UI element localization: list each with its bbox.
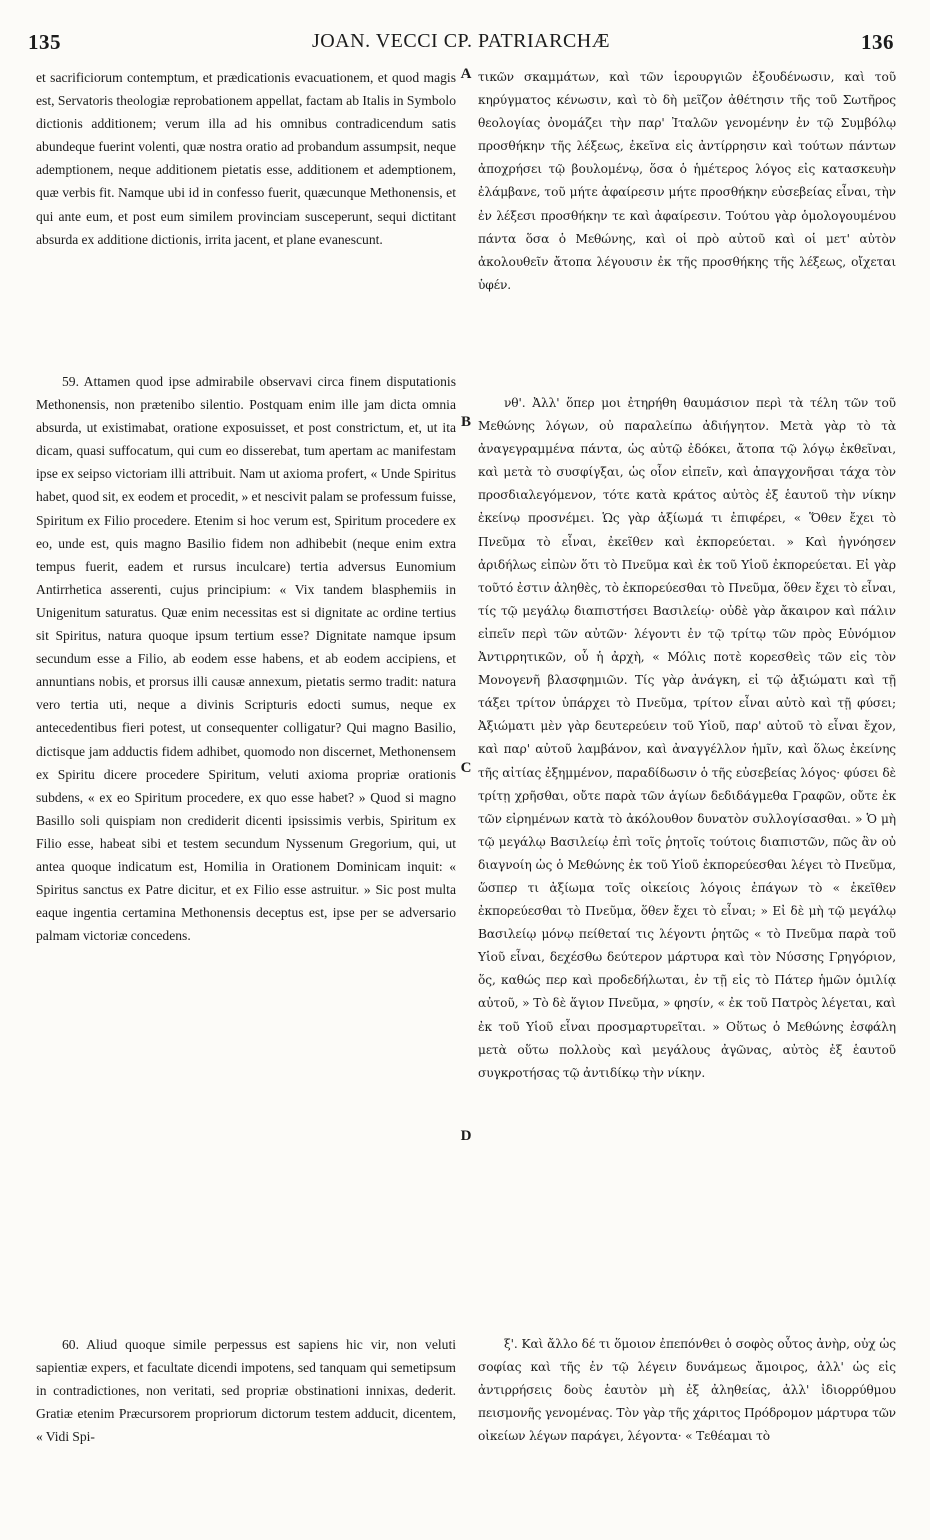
latin-paragraph-59: [36, 370, 456, 947]
margin-marker-b: B: [460, 414, 471, 430]
latin-text: et sacrificiorum contemptum, et prædicationis evacuationem, et quod magis est, Servatoris theologiæ reprobationem appellat, factam ab Italis in Symbolo dictionis additionem; verum illa ad his omnibus contradicendum satis abundeque fuerint volenti, quæ nostra oratio ad probandum assumpsit, neque ademptionem, neque additionem pietatis esse, additionem et ademptionem, quæ verbis fit. Namque ubi id in confesso fuerit, quæcunque Methonensis, et qui ante eum, et post eum similem provinciam susceperunt, sequi dictitant absurda ex additione dictionis, irrita jacent, et plane evanescunt.: [36, 70, 456, 247]
latin-text: 59. Attamen quod ipse admirabile observavi circa finem disputationis Methonensis, non prætenibo silentio. Postquam enim ille jam dicta omnia absurda, ut existimabat, oratione exposuisset, et post constrictum, et, ut ita dicam, quasi suffocatum, qui cum eo disserebat, tum apertam ac manifestam ipse ex seipso victoriam illi attribuit. Nam ut axioma profert, « Unde Spiritus habet, quod sit, ex eodem et procedit, » et nescivit palam se professum fuisse, Spiritum ex Filio procedere. Etenim si hoc verum est, Spiritum procedere ex eo, unde est, quis magno Basilio fidem non adhibebit (neque enim extra tempus fuerit, eadem et rursus inculcare) tertia adversus Eunomium Antirrhetica asserenti, cujus principium: « Vix tandem blasphemiis in Unigenitum saturatus. Quæ enim necessitas est si dignitate ac ordine tertius sit Spiritus, natura quoque ipsum tertium esse? Dignitate namque ipsum secundum esse a Filio, ab eodem esse habens, et ab eodem accipiens, et annuntians nobis, et prorsus illi causæ annexum, pietatis sermo tradit: natura vero tertia uti, neque a divinis Scripturis edocti sumus, neque ex antecedentibus fieri potest, ut consequenter colligatur? Qui magno Basilio, dictisque jam adductis fidem adhibet, quomodo non discernet, Methonensem ex Spiritu dicere procedere Spiritum, veluti axioma propriæ orationis subdens, « ex eo Spiritum procedere, ex quo esse habet? » Quod si magno Basillo soli quispiam non crediderit dicenti ipsissimis verbis, Spiritum ex Filio esse, habeat sibi et testem secundum Nyssenum Gregorium, qui, ut antea quoque indicatum est, Homilia in Orationem Dominicam inquit: « Spiritus sanctus ex Patre dicitur, et ex Filio esse astruitur. » Sic post multa eaque ingentia certamina Methonensis deceptus est, ipse per se adversario palmam victoriæ concedens.: [36, 374, 456, 944]
margin-marker-a: A: [460, 66, 472, 82]
greek-paragraph-continuation: [478, 66, 896, 297]
greek-text: ξ'. Καὶ ἄλλο δέ τι ὅμοιον ἐπεπόνθει ὁ σοφὸς οὗτος ἀνὴρ, οὐχ ὡς σοφίας καὶ τῆς ἐν τῷ λέγειν δυνάμεως ἄμοιρος, ἀλλ' ὡς εἰς ἀντιρρήσεις δοὺς ἑαυτὸν μὴ ἐξ ἀληθείας, ἀλλ' ἰδιορρύθμου πεισμονῆς γενομένας. Τὸν γὰρ τῆς χάριτος Πρόδρομον μάρτυρα τῶν οἰκείων λέγων παράγει, λέγοντα· « Τεθέαμαι τὸ: [478, 1337, 896, 1444]
latin-paragraph-continuation: [36, 66, 456, 251]
latin-paragraph-60: [36, 1333, 456, 1448]
greek-text: τικῶν σκαμμάτων, καὶ τῶν ἱερουργιῶν ἐξουδένωσιν, καὶ τοῦ κηρύγματος κένωσιν, καὶ τὸ δὴ μεῖζον ἀθέτησιν τῆς τοῦ Σωτῆρος θεολογίας ὀνομάζει τὴν παρ' Ἰταλῶν γενομένην ἐν τῷ Συμβόλῳ προσθήκην τῆς λέξεως, ἐκεῖνα εἰς ἀντίρρησιν καὶ τούτων πάντων ἀποχρήσει τῷ βουλομένῳ, ὅσα ὁ ἡμέτερος λόγος εἰς κατασκευὴν ἐλάμβανε, τοῦ μήτε ἀφαίρεσιν μήτε προσθήκην εὐσεβείας εἶναι, τὴν ἐν λέξεσι προσθήκην τε καὶ ἀφαίρεσιν. Τούτου γὰρ ὁμολογουμένου πάντα ὅσα ὁ Μεθώνης, καὶ οἱ πρὸ αὐτοῦ καὶ οἱ μετ' αὐτὸν ἀκολουθεῖν ἄτοπα λέγουσιν ἐκ τῆς προσθήκης τῆς λέξεως, οἴχεται ὑφέν.: [478, 70, 896, 292]
page-number-right: 136: [861, 30, 894, 54]
greek-paragraph-60: [478, 1333, 896, 1448]
greek-paragraph-59: [478, 392, 896, 1085]
latin-text: 60. Aliud quoque simile perpessus est sapiens hic vir, non veluti sapientiæ expers, et facultate dicendi impotens, sed tanquam qui semetipsum in contradictiones, non veritati, sed propriæ obstinationi innixas, dederit. Gratiæ etenim Præcursorem propriorum dictorum testem adducit, dicentem, « Vidi Spi-: [36, 1337, 456, 1445]
margin-marker-d: D: [460, 1128, 472, 1144]
margin-marker-c: C: [460, 760, 472, 776]
greek-text: νθ'. Ἀλλ' ὅπερ μοι ἐτηρήθη θαυμάσιον περὶ τὰ τέλη τῶν τοῦ Μεθώνης λόγων, οὐ παραλείπω ἀδιήγητον. Μετὰ γὰρ τὸ τὰ ἀναγεγραμμένα πάντα, ὡς αὐτῷ ἐδόκει, ἄτοπα τῷ λόγῳ ἐκθεῖναι, καὶ μετὰ τὸ συσφίγξαι, ὡς οἷον εἰπεῖν, καὶ ἀπαγχονῆσαι τάχα τὸν προσδιαλεγόμενον, τότε κατὰ κράτος αὐτὸς ἐξ ἑαυτοῦ τὴν νίκην ἐκείνῳ προσνέμει. Ὡς γὰρ ἀξίωμά τι ἐπιφέρει, « Ὅθεν ἔχει τὸ Πνεῦμα τὸ εἶναι, ἐκεῖθεν καὶ ἐκπορεύεται. » Καὶ ἠγνόησεν ἀριδήλως εἰπὼν ὅτι τὸ Πνεῦμα καὶ ἐκ τοῦ Υἱοῦ ἐκπορεύεται. Εἰ γὰρ τοῦτό ἐστιν ἀληθὲς, τὸ ἐκπορεύεσθαι τὸ Πνεῦμα, ὅθεν ἔχει τὸ εἶναι, τίς τῷ μεγάλῳ διαπιστήσει Βασιλείῳ· οὐδὲ γὰρ ἄκαιρον καὶ πάλιν εἰπεῖν περὶ τῶν αὐτῶν· λέγοντι ἐν τῷ τρίτῳ τῶν πρὸς Εὐνόμιον Ἀντιρρητικῶν, οὗ ἡ ἀρχὴ, « Μόλις ποτὲ κορεσθεὶς τῶν εἰς τὸν Μονογενῆ βλασφημιῶν. Τίς γὰρ ἀνάγκη, εἰ τῷ ἀξιώματι καὶ τῇ τάξει τρίτον ὑπάρχει τὸ Πνεῦμα, τρίτον εἶναι αὐτὸ καὶ τῇ φύσει; Ἀξιώματι μὲν γὰρ δευτερεύειν τοῦ Υἱοῦ, παρ' αὐτοῦ τὸ εἶναι ἔχον, καὶ παρ' αὐτοῦ λαμβάνον, καὶ ἀναγγέλλον ἡμῖν, καὶ ὅλως ἐκείνης τῆς αἰτίας ἐξημμένον, παραδίδωσιν ὁ τῆς εὐσεβείας λόγος· φύσει δὲ τρίτῃ χρῆσθαι, οὔτε παρὰ τῶν ἁγίων δεδιδάγμεθα Γραφῶν, οὔτε ἐκ τῶν εἰρημένων κατὰ τὸ ἀκόλουθον δυνατὸν συλλογίσασθαι. » Ὁ μὴ τῷ μεγάλῳ Βασιλείῳ ἐπὶ τοῖς ῥητοῖς τούτοις διαπιστῶν, πῶς ἂν οὐ διαγνοίη ὡς ὁ Μεθώνης ἐκ τοῦ Υἱοῦ ἐκπορεύεσθαι λέγει τὸ Πνεῦμα, ὥσπερ τι ἀξίωμα τοῖς οἰκείοις λόγοις ἐπάγων τὸ « ἐκεῖθεν ἐκπορεύεσθαι τὸ Πνεῦμα, ὅθεν ἔχει τὸ εἶναι; » Εἰ δὲ μὴ τῷ μεγάλῳ Βασιλείῳ μόνῳ πείθεταί τις λέγοντι ῥητῶς « τὸ Πνεῦμα παρὰ τοῦ Υἱοῦ εἶναι, δεχέσθω δεύτερον μάρτυρα καὶ τὸν Νύσσης Γρηγόριον, ὅς, καθώς περ καὶ προδεδήλωται, ἐν τῇ εἰς τὸ Πάτερ ἡμῶν ὁμιλίᾳ αὐτοῦ, » Τὸ δὲ ἅγιον Πνεῦμα, » φησίν, « ἐκ τοῦ Πατρὸς λέγεται, καὶ ἐκ τοῦ Υἱοῦ εἶναι προσμαρτυρεῖται. » Οὕτως ὁ Μεθώνης ἐσφάλη μετὰ οὕτω πολλοὺς καὶ μεγάλους ἀγῶνας, αὐτὸς ἐξ ἑαυτοῦ συγκροτήσας τῷ ἀντιδίκῳ τὴν νίκην.: [478, 396, 896, 1080]
running-header: [28, 30, 894, 60]
running-title: JOAN. VECCI CP. PATRIARCHÆ: [311, 30, 611, 52]
page-number-left: 135: [28, 30, 61, 54]
